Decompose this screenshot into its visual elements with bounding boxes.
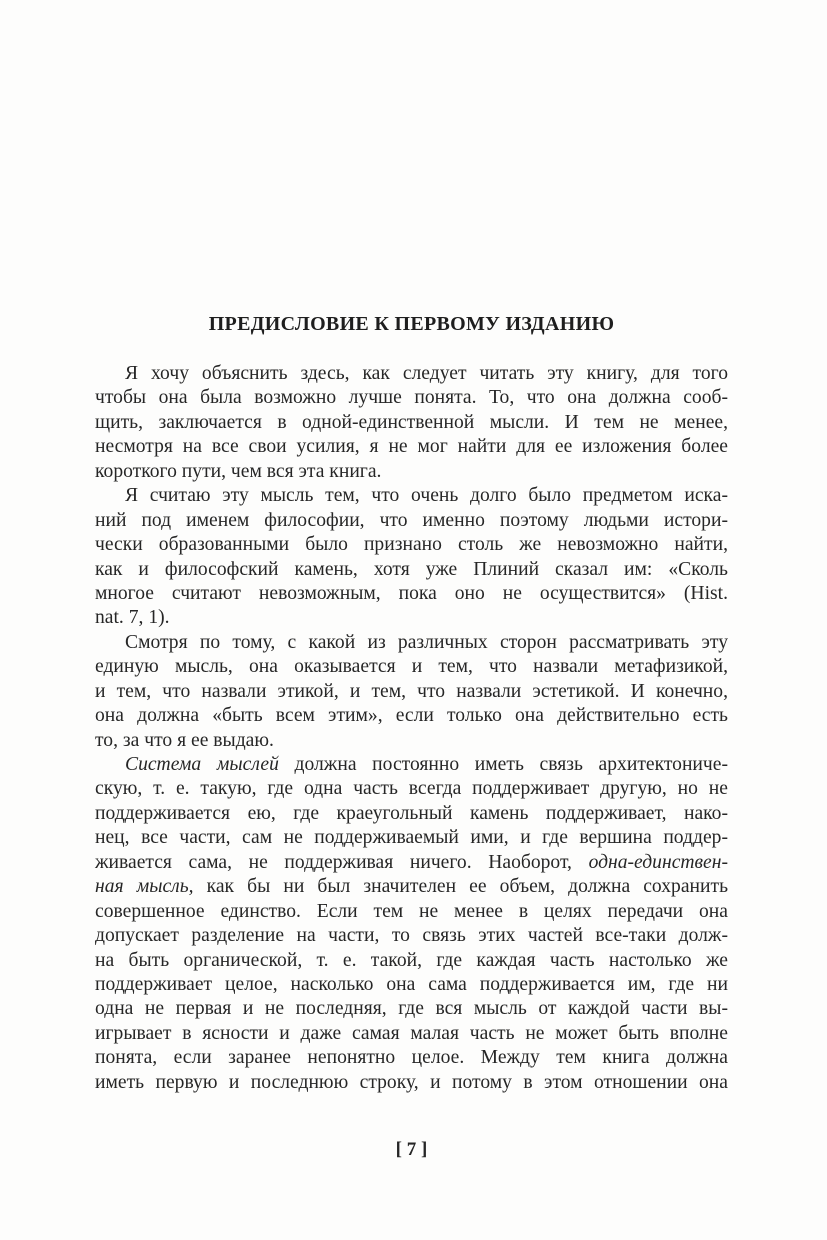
text-line: на быть органической, т. е. такой, где каждая часть настолько же (95, 949, 728, 971)
text-line: и тем, что назвали этикой, и тем, что назвали эстетикой. И конечно, (95, 680, 728, 702)
text-line: живается сама, не поддерживая ничего. Наоборот, одна-единствен- (95, 851, 728, 873)
text-line: допускает разделение на части, то связь этих частей все-таки долж- (95, 925, 728, 947)
text-line: многое считают невозможным, пока оно не осуществится» (Hist. (95, 582, 728, 604)
text-line: Я хочу объяснить здесь, как следует читать эту книгу, для того (125, 363, 728, 384)
chapter-title: ПРЕДИСЛОВИЕ К ПЕРВОМУ ИЗДАНИЮ (208, 313, 615, 335)
text-line: несмотря на все свои усилия, я не мог найти для ее изложения более (95, 436, 728, 458)
text-line: нец, все части, сам не поддерживаемый ими, и где вершина поддер- (95, 827, 728, 849)
text-line: чтобы она была возможно лучше понята. То, что она должна сооб- (95, 387, 728, 409)
emphasis: одна-единствен- (588, 851, 728, 873)
text-line: ная мысль, как бы ни был значителен ее объем, должна сохранить (95, 876, 728, 898)
text-line: чески образованными было признано столь же невозможно найти, (95, 534, 728, 556)
text-line: Смотря по тому, с какой из различных сторон рассматривать эту (125, 631, 728, 653)
text-line: ний под именем философии, что именно поэтому людьми истори- (95, 509, 728, 531)
text-line: одна не первая и не последняя, где вся мысль от каждой части вы- (95, 998, 728, 1020)
text-line: короткого пути, чем вся эта книга. (95, 460, 382, 482)
text-line: скую, т. е. такую, где одна часть всегда поддерживает другую, но не (95, 778, 728, 800)
emphasis: ная мысль, (95, 876, 194, 898)
text-line: Система мыслей должна постоянно иметь связь архитектониче- (125, 754, 728, 775)
text-line: как и философский камень, хотя уже Плиний сказал им: «Сколь (95, 558, 728, 580)
text-line: поддерживает целое, насколько она сама поддерживается им, где ни (95, 973, 728, 995)
text-line: щить, заключается в одной-единственной мысли. И тем не менее, (95, 411, 728, 433)
emphasis: Система мыслей (125, 754, 279, 775)
body-text (95, 362, 728, 1095)
text-line: совершенное единство. Если тем не менее в целях передачи она (95, 900, 728, 922)
text-line: понята, если заранее непонятно целое. Между тем книга должна (95, 1047, 728, 1069)
text-line: иметь первую и последнюю строку, и потому в этом отношении она (95, 1071, 728, 1093)
text-line: nat. 7, 1). (95, 607, 170, 629)
text-line: игрывает в ясности и даже самая малая часть не может быть вполне (95, 1022, 728, 1044)
text-line: единую мысль, она оказывается и тем, что назвали метафизикой, (95, 656, 728, 678)
text-line: она должна «быть всем этим», если только она действительно есть (95, 705, 728, 727)
page-number: [ 7 ] (395, 1139, 428, 1160)
text-line: поддерживается ею, где краеугольный камень поддерживает, нако- (95, 802, 728, 824)
text-line: Я считаю эту мысль тем, что очень долго было предметом иска- (125, 485, 728, 507)
text-line: то, за что я ее выдаю. (95, 729, 274, 751)
